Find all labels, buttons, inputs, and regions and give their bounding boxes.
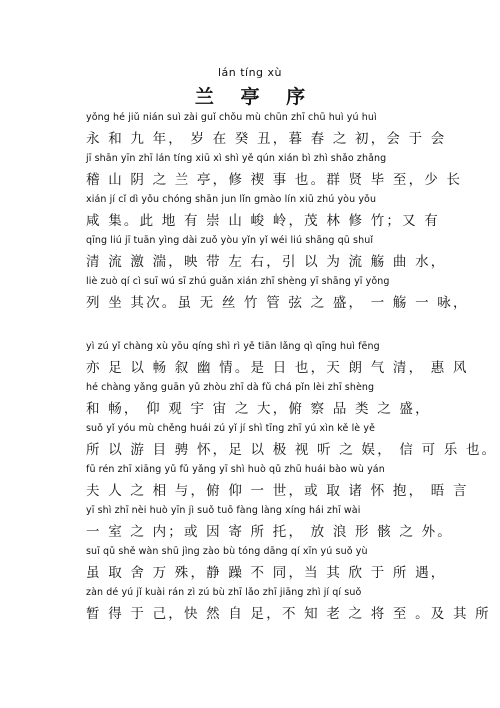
pinyin-line: yī shì zhī nèi huò yīn jì suǒ tuō fàng làng xíng hái zhī wài xyxy=(86,505,361,516)
pinyin-line: suǒ yǐ yóu mù chěng huái zú yǐ jí shì tīng zhī yú xìn kě lè yě xyxy=(86,423,376,434)
title-pinyin: lán tíng xù xyxy=(217,66,283,79)
pinyin-line: xián jí cǐ dì yǒu chóng shān jun lǐn gmào lín xiū zhú yòu yǒu xyxy=(86,194,377,205)
text-line: 清 流 激 湍，映 带 左 右，引 以 为 流 觞 曲 水， xyxy=(86,254,447,270)
pinyin-line: yì zú yǐ chàng xù yōu qíng shì rì yě tiān lǎng qì qīng huì fēng xyxy=(86,341,380,352)
pinyin-line: jī shān yīn zhī lán tíng xiū xì shì yě qún xián bì zhì shǎo zhǎng xyxy=(86,153,387,164)
text-line: 所 以 游 目 骋 怀，足 以 极 视 听 之 娱， 信 可 乐 也。 xyxy=(86,442,498,458)
text-line: 咸 集。此 地 有 崇 山 峻 岭，茂 林 修 竹；又 有 xyxy=(86,213,441,229)
pinyin-line: hé chàng yǎng guān yǔ zhòu zhī dà fǔ chá pǐn lèi zhī shèng xyxy=(86,382,375,393)
text-line: 和 畅， 仰 观 宇 宙 之 大，俯 察 品 类 之 盛， xyxy=(86,401,431,417)
text-line: 稽 山 阴 之 兰 亭，修 禊 事 也。群 贤 毕 至，少 长 xyxy=(86,172,463,188)
text-line: 亦 足 以 畅 叙 幽 情。是 日 也，天 朗 气 清， 惠 风 xyxy=(86,360,469,376)
pinyin-line: suī qǔ shě wàn shū jìng zào bù tóng dāng qí xīn yú suǒ yù xyxy=(86,546,368,557)
text-line: 虽 取 舍 万 殊，静 躁 不 同，当 其 欣 于 所 遇， xyxy=(86,565,447,581)
text-line: 暂 得 于 己，快 然 自 足，不 知 老 之 将 至 。及 其 所 xyxy=(86,606,491,622)
page-title: 兰 亭 序 xyxy=(194,86,316,108)
pinyin-line: zàn dé yú jǐ kuài rán zì zú bù zhī lǎo zhī jiāng zhì jí qí suǒ xyxy=(86,587,362,598)
pinyin-line: yǒng hé jiǔ nián suì zài guǐ chǒu mù chūn zhī chū huì yú huì xyxy=(86,112,377,123)
text-line: 永 和 九 年， 岁 在 癸 丑，暮 春 之 初，会 于 会 xyxy=(86,131,447,147)
text-line: 列 坐 其次。虽 无 丝 竹 管 弦 之 盛， 一 觞 一 咏， xyxy=(86,295,469,311)
pinyin-line: qīng liú jī tuān yìng dài zuǒ yòu yǐn yǐ wéi liú shāng qū shuǐ xyxy=(86,235,374,246)
text-line: 一 室 之 内；或 因 寄 所 托， 放 浪 形 骸 之 外。 xyxy=(86,524,453,540)
pinyin-line: liè zuò qí cì suī wú sī zhú guǎn xián zhī shèng yī shāng yī yǒng xyxy=(86,276,390,287)
pinyin-line: fū rén zhī xiāng yǔ fǔ yǎng yī shì huò qǔ zhū huái bào wù yán xyxy=(86,464,385,475)
text-line: 夫 人 之 相 与，俯 仰 一 世，或 取 诸 怀 抱， 晤 言 xyxy=(86,483,469,499)
